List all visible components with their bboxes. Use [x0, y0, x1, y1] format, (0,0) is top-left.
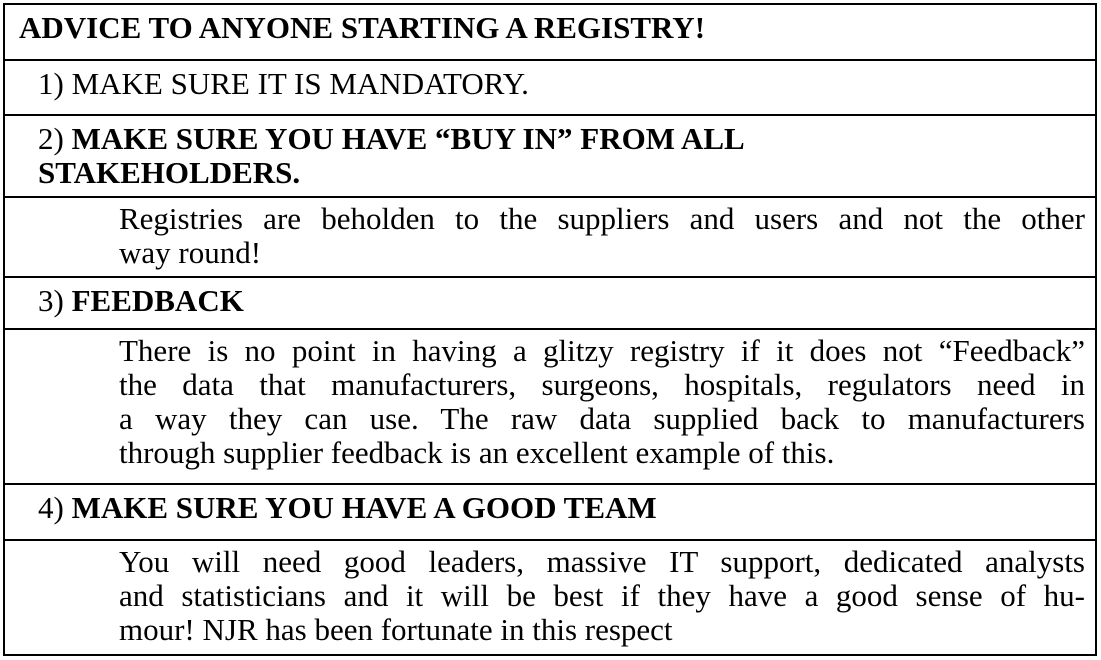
item-2-detail [5, 198, 1095, 278]
table-title-text: ADVICE TO ANYONE STARTING A REGISTRY! [19, 10, 706, 45]
advice-table [3, 3, 1097, 656]
item-2-heading [5, 116, 1095, 198]
item-3-heading-text: FEEDBACK [71, 283, 244, 318]
item-2-detail-line-1: Registries are beholden to the suppliers and users and not the other [119, 201, 1085, 236]
item-4-detail-line-2: and statisticians and it will be best if they have a good sense of hu- [119, 578, 1085, 613]
item-4-number: 4) [38, 490, 64, 525]
item-2-detail-line-2: way round! [119, 235, 262, 270]
item-2-heading-line-1 [38, 122, 1075, 156]
item-3-detail-line-2: the data that manufacturers, surgeons, hospitals, regulators need in [119, 367, 1085, 402]
item-2-heading-text: MAKE SURE YOU HAVE “BUY IN” FROM ALL [71, 121, 745, 156]
item-4-heading-text: MAKE SURE YOU HAVE A GOOD TEAM [71, 490, 657, 525]
item-3-number: 3) [38, 283, 64, 318]
item-1-heading [5, 61, 1095, 116]
item-1-heading-text: MAKE SURE IT IS MANDATORY. [71, 66, 529, 101]
item-3-detail-line-3: a way they can use. The raw data supplied back to manufacturers [119, 401, 1085, 436]
item-3-heading [5, 278, 1095, 330]
item-4-detail [5, 541, 1095, 654]
item-3-detail-line-4: through supplier feedback is an excellent example of this. [119, 435, 835, 470]
item-3-detail-line-1: There is no point in having a glitzy registry if it does not “Feedback” [119, 333, 1085, 368]
item-2-heading-line-2: STAKEHOLDERS. [38, 155, 301, 190]
item-4-detail-line-3: mour! NJR has been fortunate in this respect [119, 612, 673, 647]
item-3-detail [5, 330, 1095, 485]
table-title [5, 5, 1095, 61]
item-1-number: 1) [38, 66, 64, 101]
item-4-detail-line-1: You will need good leaders, massive IT support, dedicated analysts [119, 544, 1085, 579]
item-4-heading [5, 485, 1095, 541]
item-2-number: 2) [38, 121, 64, 156]
